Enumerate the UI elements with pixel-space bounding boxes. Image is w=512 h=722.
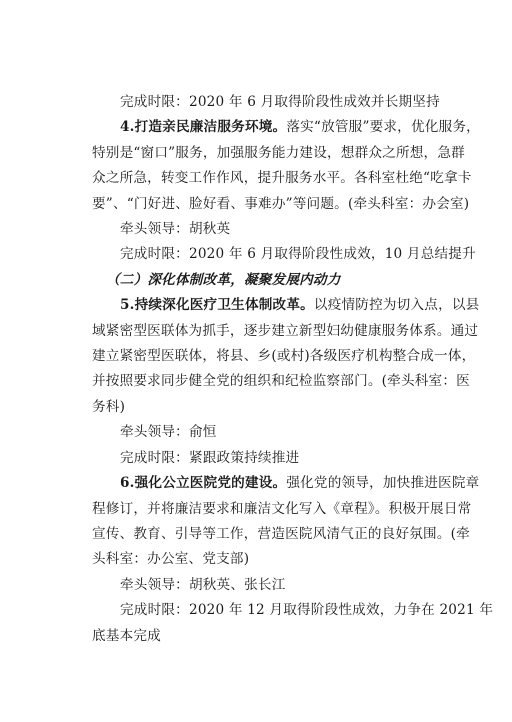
item-6-deadline: 完成时限：2020 年 12 月取得阶段性成效，力争在 2021 年 xyxy=(120,602,494,619)
item-5-body-line: 域紧密型医联体为抓手，逐步建立新型妇幼健康服务体系。通过 xyxy=(92,322,479,339)
item-6-heading-line xyxy=(92,471,480,496)
item-6-title: 6.强化公立医院党的建设。 xyxy=(120,475,287,492)
item-5-intro: 以疫情防控为切入点，以县 xyxy=(313,297,480,314)
item-6-intro: 强化党的领导，加快推进医院章 xyxy=(286,475,480,492)
item-4-body-line: 要”、“门好进、脸好看、事难办”等问题。(牵头科室：办会室) xyxy=(92,195,470,212)
document-page xyxy=(92,90,494,649)
item-4-body-line: 特别是“窗口”服务，加强服务能力建设，想群众之所想，急群 xyxy=(92,144,465,161)
item-6-deadline-cont: 底基本完成 xyxy=(92,627,161,644)
item-6-body-line: 头科室：办公室、党支部) xyxy=(92,551,250,568)
item-5-deadline: 完成时限：紧跟政策持续推进 xyxy=(120,449,300,466)
item-4-lead: 牵头领导：胡秋英 xyxy=(120,221,231,238)
item-5-heading-line xyxy=(92,293,480,318)
item-6-body-line: 宣传、教育、引导等工作，营造医院风清气正的良好氛围。(牵 xyxy=(92,525,470,542)
item-5-body-line: 务科) xyxy=(92,398,126,415)
deadline-line: 完成时限：2020 年 6 月取得阶段性成效并长期坚持 xyxy=(120,94,440,110)
item-4-heading-line xyxy=(92,115,480,140)
item-4-intro: 落实“放管服”要求，优化服务， xyxy=(286,119,480,136)
item-5-title: 5.持续深化医疗卫生体制改革。 xyxy=(120,297,314,314)
item-4-title: 4.打造亲民廉洁服务环境。 xyxy=(120,119,287,136)
section-heading-2: （二）深化体制改革，凝聚发展内动力 xyxy=(106,271,341,288)
item-5-body-line: 建立紧密型医联体，将县、乡(或村)各级医疗机构整合成一体， xyxy=(92,348,476,365)
item-5-lead: 牵头领导：俞恒 xyxy=(120,424,217,441)
item-4-deadline: 完成时限：2020 年 6 月取得阶段性成效，10 月总结提升 xyxy=(120,246,476,263)
item-4-body-line: 众之所急，转变工作作风，提升服务水平。各科室杜绝“吃拿卡 xyxy=(92,170,472,187)
item-5-body-line: 并按照要求同步健全党的组织和纪检监察部门。(牵头科室：医 xyxy=(92,373,470,390)
item-6-body-line: 程修订，并将廉洁要求和廉洁文化写入《章程》。积极开展日常 xyxy=(92,500,472,517)
item-6-lead: 牵头领导：胡秋英、张长江 xyxy=(120,576,286,593)
